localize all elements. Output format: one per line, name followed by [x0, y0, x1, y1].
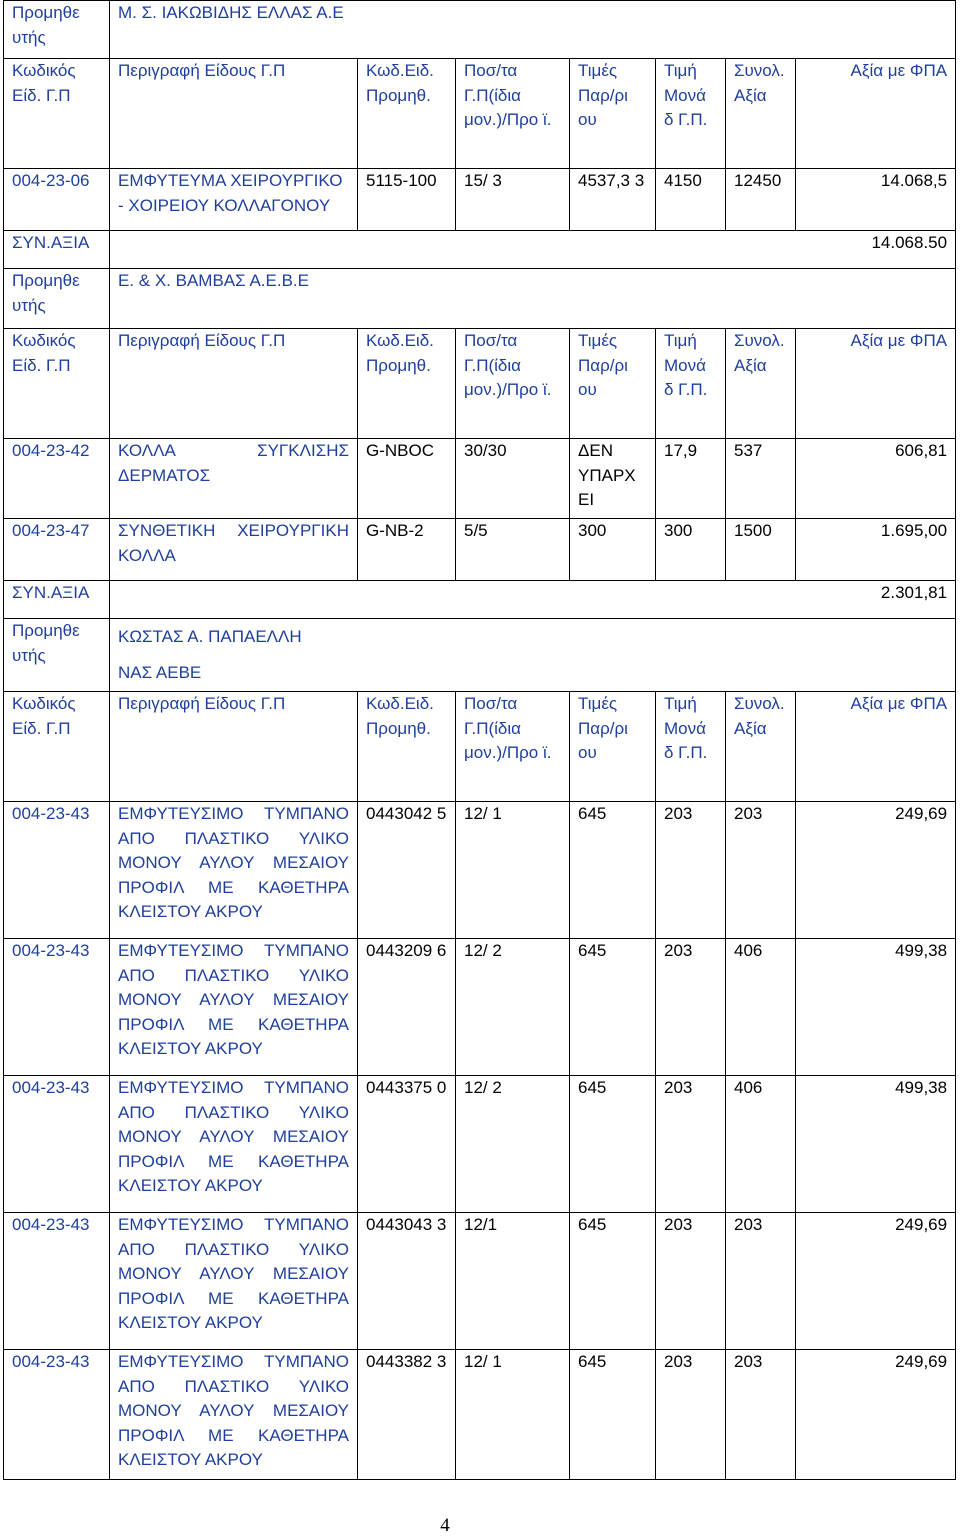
item-qty: 12/ 1	[456, 802, 570, 939]
item-qty: 12/ 1	[456, 1350, 570, 1480]
header-unit-price: Τιμή Μονά δ Γ.Π.	[656, 329, 726, 439]
header-total-value: Συνολ.Αξία	[726, 329, 796, 439]
header-value-vat: Αξία με ΦΠΑ	[796, 692, 956, 802]
item-code: 004-23-43	[4, 1350, 110, 1480]
item-desc: ΚΟΛΛΑ ΣΥΓΚΛΙΣΗΣ ΔΕΡΜΑΤΟΣ	[110, 439, 358, 519]
item-code: 004-23-43	[4, 802, 110, 939]
header-supplier-code: Κωδ.Ειδ. Προμηθ.	[358, 692, 456, 802]
table-row	[4, 519, 956, 581]
header-desc: Περιγραφή Είδους Γ.Π	[110, 59, 358, 169]
item-desc: ΣΥΝΘΕΤΙΚΗ ΧΕΙΡΟΥΡΓΙΚΗ ΚΟΛΛΑ	[110, 519, 358, 581]
sum-label: ΣΥΝ.ΑΞΙΑ	[4, 581, 110, 619]
header-desc: Περιγραφή Είδους Γ.Π	[110, 329, 358, 439]
header-unit-price: Τιμή Μονά δ Γ.Π.	[656, 692, 726, 802]
header-desc: Περιγραφή Είδους Γ.Π	[110, 692, 358, 802]
item-desc: ΕΜΦΥΤΕΥΣΙΜΟ ΤΥΜΠΑΝΟ ΑΠΟ ΠΛΑΣΤΙΚΟ ΥΛΙΚΟ ΜΟΝΟΥ ΑΥΛΟΥ ΜΕΣΑΙΟΥ ΠΡΟΦΙΛ ΜΕ ΚΑΘΕΤΗΡΑ ΚΛΕΙΣΤΟΥ ΑΚΡΟΥ	[110, 1076, 358, 1213]
item-prices: 645	[570, 939, 656, 1076]
item-unit-price: 4150	[656, 169, 726, 231]
table-row	[4, 169, 956, 231]
item-code: 004-23-43	[4, 939, 110, 1076]
item-supplier-code: 0443042 5	[358, 802, 456, 939]
item-supplier-code: 5115-100	[358, 169, 456, 231]
header-qty: Ποσ/τα Γ.Π(ίδια μον.)/Προ ϊ.	[456, 59, 570, 169]
item-code: 004-23-47	[4, 519, 110, 581]
item-desc: ΕΜΦΥΤΕΥΣΙΜΟ ΤΥΜΠΑΝΟ ΑΠΟ ΠΛΑΣΤΙΚΟ ΥΛΙΚΟ ΜΟΝΟΥ ΑΥΛΟΥ ΜΕΣΑΙΟΥ ΠΡΟΦΙΛ ΜΕ ΚΑΘΕΤΗΡΑ ΚΛΕΙΣΤΟΥ ΑΚΡΟΥ	[110, 1213, 358, 1350]
supplier-label: Προμηθε υτής	[4, 1, 110, 59]
item-desc: ΕΜΦΥΤΕΥΣΙΜΟ ΤΥΜΠΑΝΟ ΑΠΟ ΠΛΑΣΤΙΚΟ ΥΛΙΚΟ ΜΟΝΟΥ ΑΥΛΟΥ ΜΕΣΑΙΟΥ ΠΡΟΦΙΛ ΜΕ ΚΑΘΕΤΗΡΑ ΚΛΕΙΣΤΟΥ ΑΚΡΟΥ	[110, 1350, 358, 1480]
item-code: 004-23-06	[4, 169, 110, 231]
item-supplier-code: 0443375 0	[358, 1076, 456, 1213]
item-prices: 645	[570, 1076, 656, 1213]
item-desc: ΕΜΦΥΤΕΥΜΑ ΧΕΙΡΟΥΡΓΙΚΟ - ΧΟΙΡΕΙΟΥ ΚΟΛΛΑΓΟΝΟΥ	[110, 169, 358, 231]
supplier-name: Μ. Σ. ΙΑΚΩΒΙΔΗΣ ΕΛΛΑΣ Α.Ε	[110, 1, 956, 59]
item-total-value: 406	[726, 939, 796, 1076]
item-unit-price: 203	[656, 802, 726, 939]
table-row	[4, 1213, 956, 1350]
column-header-row	[4, 692, 956, 802]
item-qty: 5/5	[456, 519, 570, 581]
item-qty: 12/ 2	[456, 939, 570, 1076]
item-supplier-code: 0443382 3	[358, 1350, 456, 1480]
item-value-vat: 249,69	[796, 1350, 956, 1480]
header-total-value: Συνολ.Αξία	[726, 59, 796, 169]
sum-value: 2.301,81	[110, 581, 956, 619]
supplier-name-line-1: ΚΩΣΤΑΣ Α. ΠΑΠΑΕΛΛΗ	[118, 627, 302, 646]
item-qty: 30/30	[456, 439, 570, 519]
item-qty: 12/ 2	[456, 1076, 570, 1213]
item-supplier-code: G-NBOC	[358, 439, 456, 519]
supplier-name-line-2: ΝΑΣ ΑΕΒΕ	[118, 663, 202, 682]
supplier-name	[110, 619, 956, 692]
item-qty: 15/ 3	[456, 169, 570, 231]
item-code: 004-23-43	[4, 1213, 110, 1350]
header-value-vat: Αξία με ΦΠΑ	[796, 59, 956, 169]
supplier-name: Ε. & Χ. ΒΑΜΒΑΣ Α.Ε.Β.Ε	[110, 269, 956, 329]
item-desc: ΕΜΦΥΤΕΥΣΙΜΟ ΤΥΜΠΑΝΟ ΑΠΟ ΠΛΑΣΤΙΚΟ ΥΛΙΚΟ ΜΟΝΟΥ ΑΥΛΟΥ ΜΕΣΑΙΟΥ ΠΡΟΦΙΛ ΜΕ ΚΑΘΕΤΗΡΑ ΚΛΕΙΣΤΟΥ ΑΚΡΟΥ	[110, 939, 358, 1076]
header-prices: Τιμές Παρ/ρι ου	[570, 692, 656, 802]
procurement-table	[3, 0, 956, 1480]
item-supplier-code: G-NB-2	[358, 519, 456, 581]
table-row	[4, 939, 956, 1076]
sum-label: ΣΥΝ.ΑΞΙΑ	[4, 231, 110, 269]
header-prices: Τιμές Παρ/ρι ου	[570, 329, 656, 439]
table-row	[4, 1076, 956, 1213]
item-total-value: 12450	[726, 169, 796, 231]
item-prices: 645	[570, 1350, 656, 1480]
sum-row	[4, 581, 956, 619]
header-code: Κωδικός Είδ. Γ.Π	[4, 329, 110, 439]
item-prices: 300	[570, 519, 656, 581]
item-supplier-code: 0443043 3	[358, 1213, 456, 1350]
column-header-row	[4, 59, 956, 169]
table-row	[4, 1350, 956, 1480]
header-qty: Ποσ/τα Γ.Π(ίδια μον.)/Προ ϊ.	[456, 692, 570, 802]
supplier-row	[4, 269, 956, 329]
item-total-value: 203	[726, 802, 796, 939]
item-unit-price: 300	[656, 519, 726, 581]
item-desc: ΕΜΦΥΤΕΥΣΙΜΟ ΤΥΜΠΑΝΟ ΑΠΟ ΠΛΑΣΤΙΚΟ ΥΛΙΚΟ ΜΟΝΟΥ ΑΥΛΟΥ ΜΕΣΑΙΟΥ ΠΡΟΦΙΛ ΜΕ ΚΑΘΕΤΗΡΑ ΚΛΕΙΣΤΟΥ ΑΚΡΟΥ	[110, 802, 358, 939]
page-number: 4	[440, 1515, 450, 1536]
header-supplier-code: Κωδ.Ειδ. Προμηθ.	[358, 329, 456, 439]
supplier-label: Προμηθε υτής	[4, 269, 110, 329]
header-unit-price: Τιμή Μονά δ Γ.Π.	[656, 59, 726, 169]
item-value-vat: 14.068,5	[796, 169, 956, 231]
item-prices: 645	[570, 802, 656, 939]
item-unit-price: 17,9	[656, 439, 726, 519]
item-unit-price: 203	[656, 939, 726, 1076]
item-unit-price: 203	[656, 1076, 726, 1213]
item-value-vat: 606,81	[796, 439, 956, 519]
header-qty: Ποσ/τα Γ.Π(ίδια μον.)/Προ ϊ.	[456, 329, 570, 439]
item-value-vat: 249,69	[796, 1213, 956, 1350]
table-row	[4, 802, 956, 939]
header-code: Κωδικός Είδ. Γ.Π	[4, 692, 110, 802]
header-prices: Τιμές Παρ/ρι ου	[570, 59, 656, 169]
sum-row	[4, 231, 956, 269]
item-unit-price: 203	[656, 1350, 726, 1480]
item-total-value: 406	[726, 1076, 796, 1213]
item-prices: 645	[570, 1213, 656, 1350]
item-unit-price: 203	[656, 1213, 726, 1350]
item-value-vat: 499,38	[796, 1076, 956, 1213]
item-code: 004-23-43	[4, 1076, 110, 1213]
item-prices: 4537,3 3	[570, 169, 656, 231]
header-value-vat: Αξία με ΦΠΑ	[796, 329, 956, 439]
supplier-row	[4, 1, 956, 59]
header-total-value: Συνολ.Αξία	[726, 692, 796, 802]
item-total-value: 203	[726, 1350, 796, 1480]
supplier-row	[4, 619, 956, 692]
sum-value: 14.068.50	[110, 231, 956, 269]
item-value-vat: 249,69	[796, 802, 956, 939]
item-code: 004-23-42	[4, 439, 110, 519]
table-row	[4, 439, 956, 519]
header-code: Κωδικός Είδ. Γ.Π	[4, 59, 110, 169]
item-total-value: 203	[726, 1213, 796, 1350]
item-total-value: 537	[726, 439, 796, 519]
item-supplier-code: 0443209 6	[358, 939, 456, 1076]
column-header-row	[4, 329, 956, 439]
item-value-vat: 499,38	[796, 939, 956, 1076]
header-supplier-code: Κωδ.Ειδ. Προμηθ.	[358, 59, 456, 169]
item-value-vat: 1.695,00	[796, 519, 956, 581]
item-qty: 12/1	[456, 1213, 570, 1350]
item-total-value: 1500	[726, 519, 796, 581]
item-prices: ΔΕΝ ΥΠΑΡΧ ΕΙ	[570, 439, 656, 519]
supplier-label: Προμηθε υτής	[4, 619, 110, 692]
